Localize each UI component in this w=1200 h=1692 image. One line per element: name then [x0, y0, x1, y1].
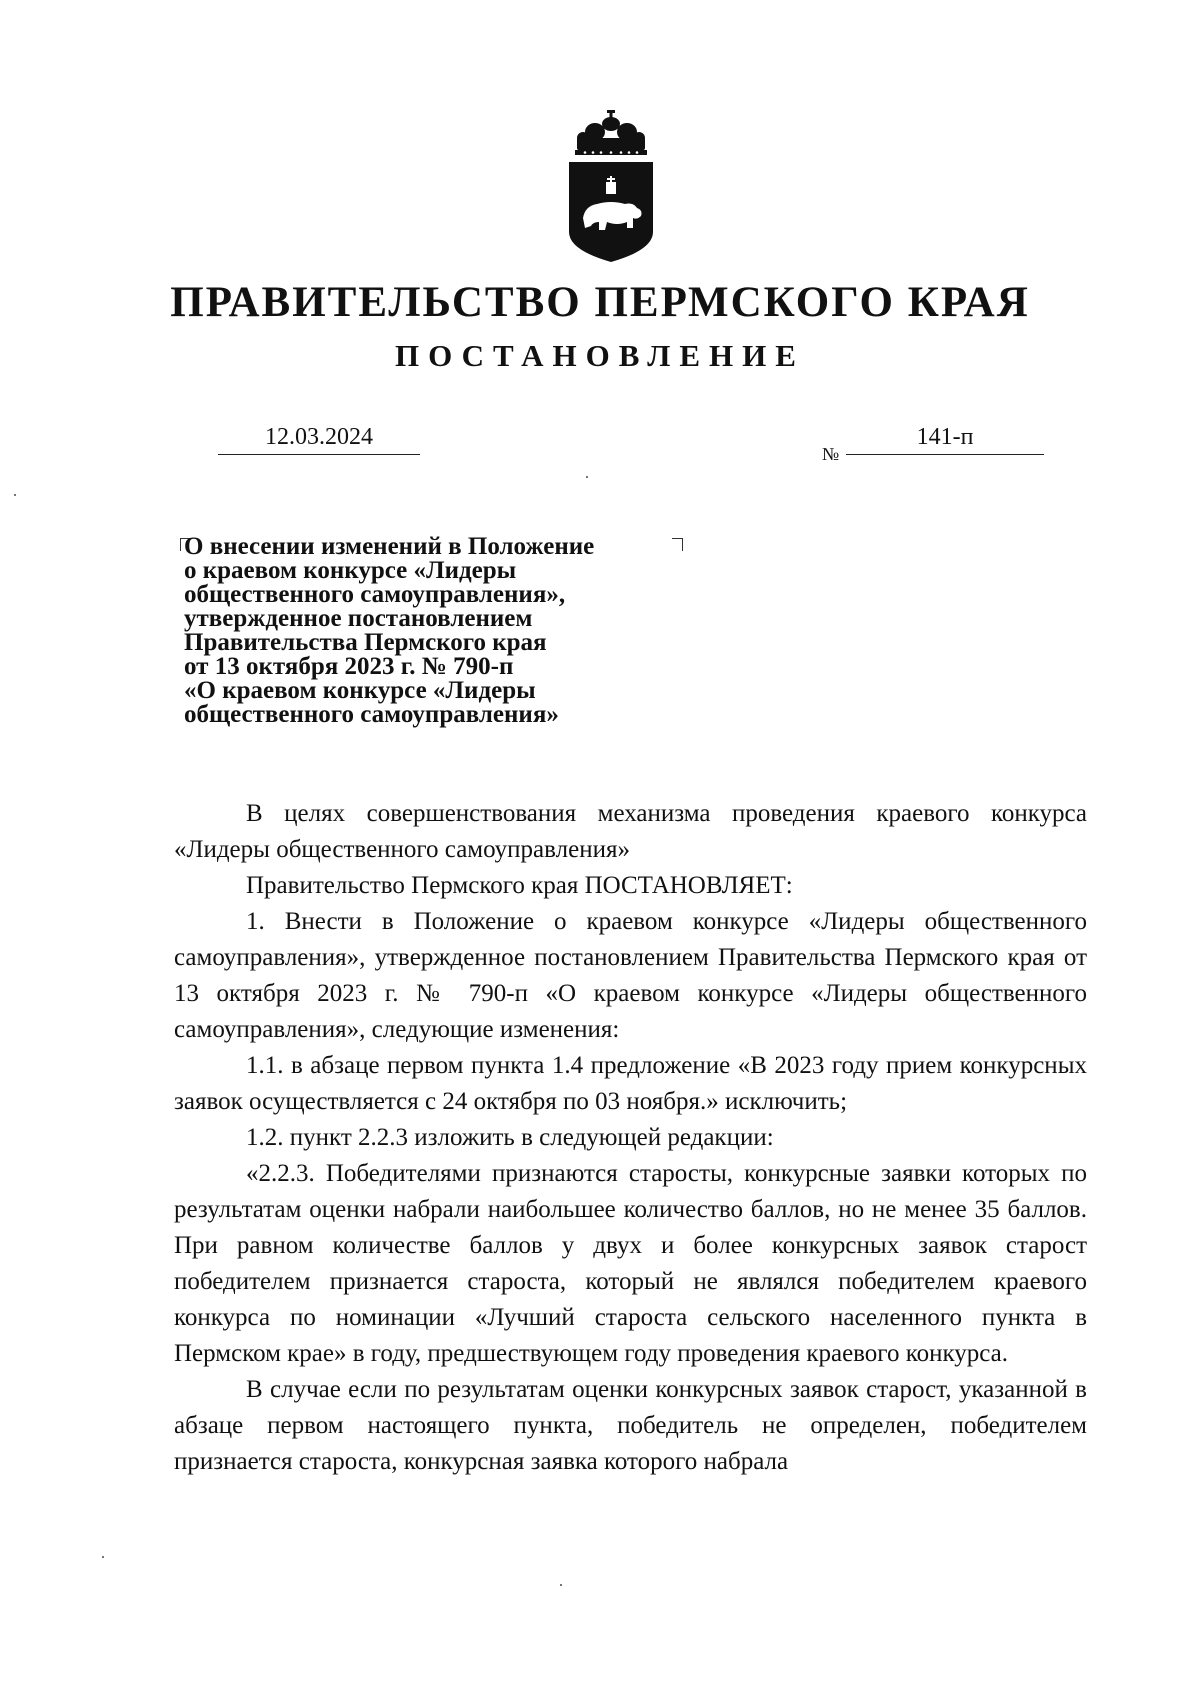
scan-speck: [586, 476, 588, 478]
body-paragraph: В целях совершенствования механизма проведения краевого конкурса «Лидеры общественного самоуправления»: [174, 800, 1087, 863]
body-paragraph: 1.2. пункт 2.2.3 изложить в следующей редакции:: [246, 1124, 774, 1151]
document-body: [174, 796, 1087, 1480]
subject-line: «О краевом конкурсе «Лидеры: [184, 677, 536, 704]
document-type: ПОСТАНОВЛЕНИЕ: [395, 338, 805, 373]
body-paragraph: Правительство Пермского края ПОСТАНОВЛЯЕТ:: [246, 872, 793, 899]
scan-speck: [560, 1584, 562, 1586]
document-subject: [184, 535, 684, 727]
subject-line: о краевом конкурсе «Лидеры: [184, 557, 517, 584]
number-sign: №: [822, 444, 840, 464]
organization-title: ПРАВИТЕЛЬСТВО ПЕРМСКОГО КРАЯ: [170, 279, 1030, 326]
body-paragraph: В случае если по результатам оценки конкурсных заявок старост, указанной в абзаце первом настоящего пункта, победитель не определен, победителем признается староста, конкурсная заявка которого набрала: [174, 1376, 1087, 1475]
subject-line: утвержденное постановлением: [184, 605, 533, 632]
body-paragraph: «2.2.3. Победителями признаются старосты, конкурсные заявки которых по результатам оценки набрали наибольшее количество баллов, но не менее 35 баллов. При равном количестве баллов у двух и более конкурсных заявок старост победителем признается староста, который не являлся победителем краевого конкурса по номинации «Лучший староста сельского населенного пункта в Пермском крае» в году, предшествующем году проведения краевого конкурса.: [174, 1160, 1087, 1367]
document-number: 141-п: [846, 424, 1044, 455]
subject-line: общественного самоуправления»: [184, 701, 559, 728]
document-date: 12.03.2024: [218, 424, 420, 455]
subject-line: общественного самоуправления»,: [184, 581, 566, 608]
body-paragraph: 1. Внести в Положение о краевом конкурсе «Лидеры общественного самоуправления», утвержденное постановлением Правительства Пермского края от 13 октября 2023 г. № 790-п «О краевом конкурсе «Лидеры общественного самоуправления», следующие изменения:: [174, 908, 1087, 1043]
scan-speck: [14, 494, 16, 496]
subject-line: О внесении изменений в Положение: [184, 533, 595, 560]
body-paragraph: 1.1. в абзаце первом пункта 1.4 предложение «В 2023 году прием конкурсных заявок осуществляется с 24 октября по 03 ноября.» исключить;: [174, 1052, 1087, 1115]
scan-speck: [102, 1556, 104, 1558]
perm-krai-coat-of-arms-icon: [563, 110, 659, 262]
subject-line: от 13 октября 2023 г. № 790-п: [184, 653, 514, 680]
subject-line: Правительства Пермского края: [184, 629, 547, 656]
